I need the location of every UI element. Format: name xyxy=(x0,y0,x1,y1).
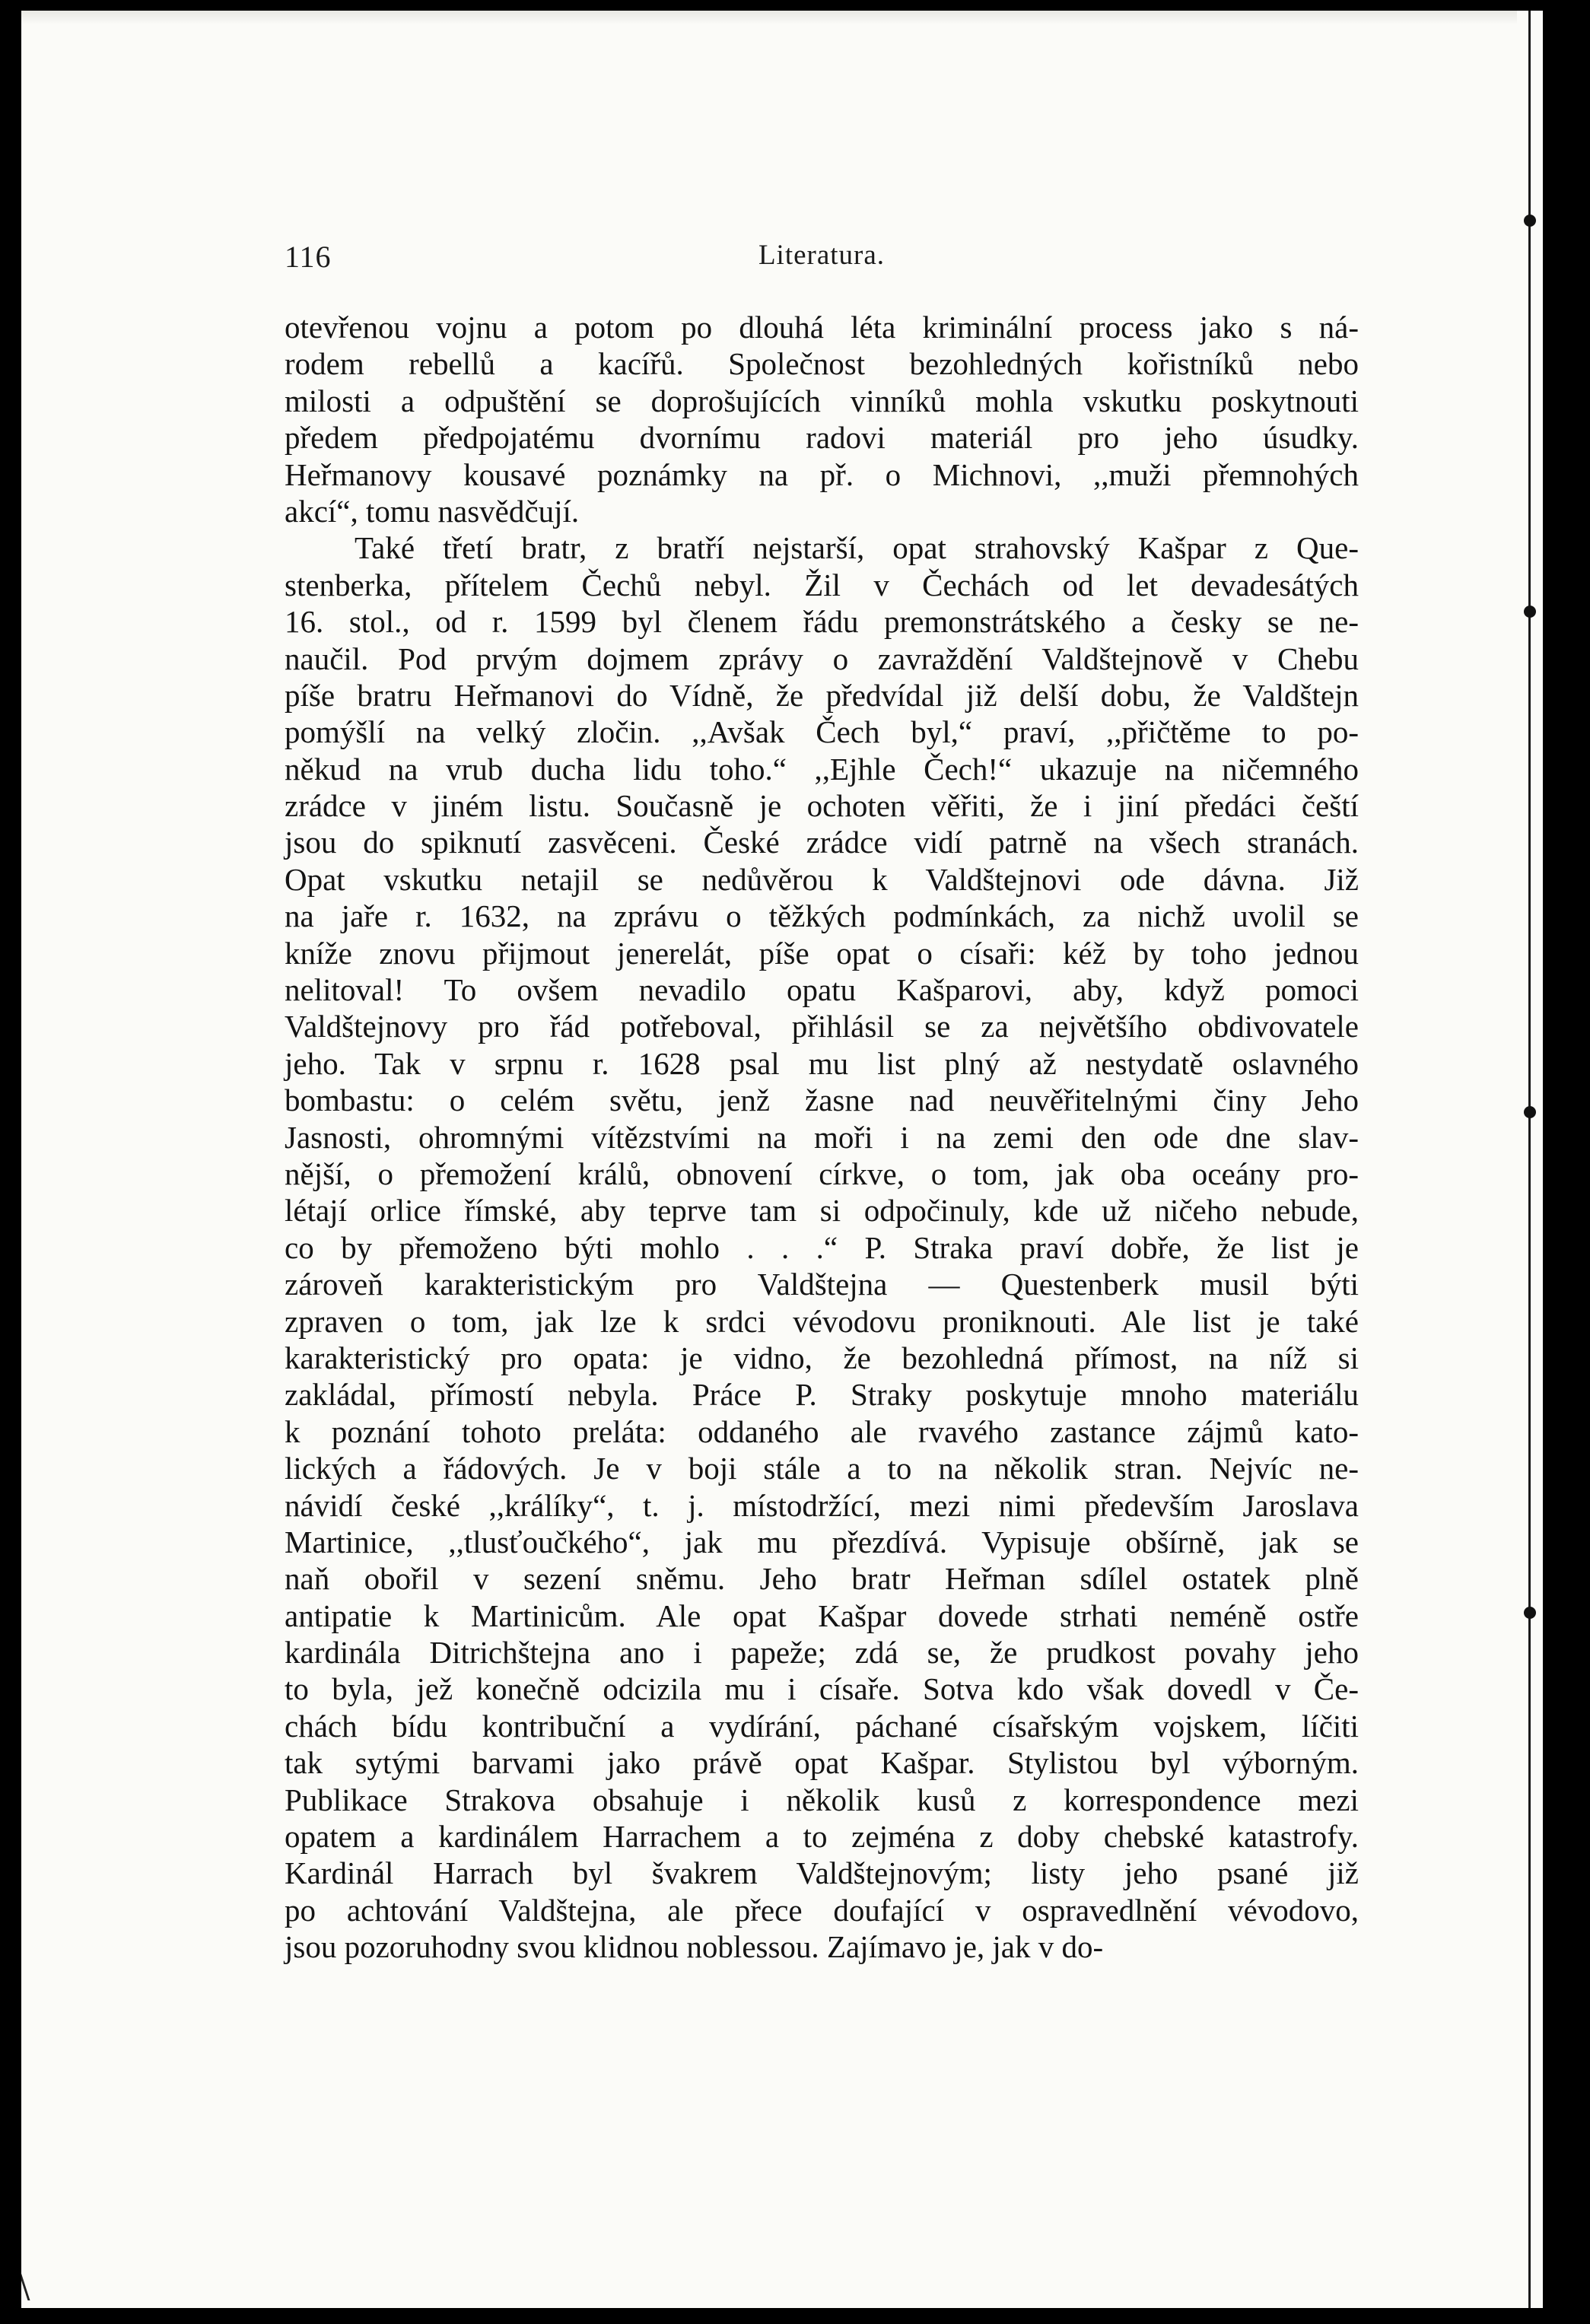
text-line: co by přemoženo býti mohlo . . .“ P. Straka praví dobře, že list je xyxy=(285,1229,1359,1265)
text-line: tak sytými barvami jako právě opat Kašpar. Stylistou byl výborným. xyxy=(285,1745,1359,1781)
page-number: 116 xyxy=(285,240,332,274)
text-line: létají orlice římské, aby teprve tam si odpočinuly, kde už ničeho nebude, xyxy=(285,1193,1359,1229)
text-line: to byla, jež konečně odcizila mu i císaře. Sotva kdo však dovedl v Če- xyxy=(285,1671,1359,1707)
text-line: karakteristický pro opata: je vidno, že bezohledná přímost, na níž si xyxy=(285,1340,1359,1375)
text-line: nelitoval! To ovšem nevadilo opatu Kašparovi, aby, když pomoci xyxy=(285,972,1359,1008)
text-line: jeho. Tak v srpnu r. 1628 psal mu list plný až nestydatě oslavného xyxy=(285,1045,1359,1081)
edge-mark-icon xyxy=(1524,1106,1536,1118)
text-line: Martinice, ,,tlusťoučkého“, jak mu přezdívá. Vypisuje obšírně, jak se xyxy=(285,1524,1359,1559)
text-line: akcí“, tomu nasvědčují. xyxy=(285,493,580,529)
text-line: předem předpojatému dvornímu radovi materiál pro jeho úsudky. xyxy=(285,420,1359,456)
text-line: kníže znovu přijmout jenerelát, píše opat o císaři: kéž by toho jednou xyxy=(285,935,1359,971)
text-line: lických a řádových. Je v boji stále a to na několik stran. Nejvíc ne- xyxy=(285,1451,1359,1486)
text-line: kardinála Ditrichštejna ano i papeže; zdá se, že prudkost povahy jeho xyxy=(285,1635,1359,1671)
text-line: naň obořil v sezení sněmu. Jeho bratr Heřman sdílel ostatek plně xyxy=(285,1561,1359,1597)
text-line: zakládal, přímostí nebyla. Práce P. Straky poskytuje mnoho materiálu xyxy=(285,1377,1359,1413)
text-line: návidí české ,,králíky“, t. j. místodržící, mezi nimi především Jaroslava xyxy=(285,1487,1359,1523)
text-line: píše bratru Heřmanovi do Vídně, že předvídal již delší dobu, že Valdštejn xyxy=(285,677,1359,713)
corner-mark-icon xyxy=(21,2270,49,2300)
text-line: Publikace Strakova obsahuje i několik kusů z korrespondence mezi xyxy=(285,1782,1359,1817)
text-line: Také třetí bratr, z bratří nejstarší, opat strahovský Kašpar z Que- xyxy=(355,530,1359,566)
text-line: po achtování Valdštejna, ale přece doufající v ospravedlnění vévodovo, xyxy=(285,1892,1359,1928)
text-line: stenberka, přítelem Čechů nebyl. Žil v Čechách od let devadesátých xyxy=(285,567,1359,602)
edge-mark-icon xyxy=(1524,1607,1536,1619)
text-line: nější, o přemožení králů, obnovení církve, o tom, jak oba oceány pro- xyxy=(285,1156,1359,1191)
section-title: Literatura. xyxy=(758,240,886,271)
edge-mark-icon xyxy=(1524,215,1536,227)
text-line: někud na vrub ducha lidu toho.“ ,,Ejhle Čech!“ ukazuje na ničemného xyxy=(285,751,1359,787)
text-line: opatem a kardinálem Harrachem a to zejména z doby chebské katastrofy. xyxy=(285,1819,1359,1855)
text-line: jsou do spiknutí zasvěceni. České zrádce vidí patrně na všech stranách. xyxy=(285,825,1359,860)
text-line: bombastu: o celém světu, jenž žasne nad neuvěřitelnými činy Jeho xyxy=(285,1083,1359,1118)
text-line: Jasnosti, ohromnými vítězstvími na moři i na zemi den ode dne slav- xyxy=(285,1119,1359,1155)
text-line: antipatie k Martinicům. Ale opat Kašpar dovede strhati neméně ostře xyxy=(285,1598,1359,1633)
scanned-page xyxy=(21,11,1543,2308)
text-line: Opat vskutku netajil se nedůvěrou k Valdštejnovi ode dávna. Již xyxy=(285,861,1359,897)
text-line: k poznání tohoto preláta: oddaného ale rvavého zastance zájmů kato- xyxy=(285,1413,1359,1449)
text-line: milosti a odpuštění se doprošujících vinníků mohla vskutku poskytnouti xyxy=(285,383,1359,418)
edge-mark-icon xyxy=(1524,606,1536,618)
text-line: pomýšlí na velký zločin. ,,Avšak Čech byl,“ praví, ,,přičtěme to po- xyxy=(285,714,1359,750)
text-line: Heřmanovy kousavé poznámky na př. o Michnovi, ,,muži přemnohých xyxy=(285,456,1359,492)
text-line: rodem rebellů a kacířů. Společnost bezohledných kořistníků nebo xyxy=(285,346,1359,382)
binding-edge-line xyxy=(1528,11,1531,2308)
text-line: naučil. Pod prvým dojmem zprávy o zavraždění Valdštejnově v Chebu xyxy=(285,641,1359,676)
text-line: jsou pozoruhodny svou klidnou noblessou. Zajímavo je, jak v do- xyxy=(285,1929,1104,1965)
running-head xyxy=(285,239,1359,274)
text-line: otevřenou vojnu a potom po dlouhá léta kriminální process jako s ná- xyxy=(285,310,1359,345)
text-line: zároveň karakteristickým pro Valdštejna — Questenberk musil býti xyxy=(285,1267,1359,1302)
text-line: chách bídu kontribuční a vydírání, páchané císařským vojskem, líčiti xyxy=(285,1708,1359,1744)
text-line: 16. stol., od r. 1599 byl členem řádu premonstrátského a česky se ne- xyxy=(285,604,1359,640)
body-text xyxy=(285,309,1359,1966)
text-line: zrádce v jiném listu. Současně je ochoten věřiti, že i jiní předáci čeští xyxy=(285,788,1359,824)
text-line: na jaře r. 1632, na zprávu o těžkých podmínkách, za nichž uvolil se xyxy=(285,898,1359,934)
text-line: zpraven o tom, jak lze k srdci vévodovu proniknouti. Ale list je také xyxy=(285,1303,1359,1339)
text-line: Kardinál Harrach byl švakrem Valdštejnovým; listy jeho psané již xyxy=(285,1855,1359,1891)
scan-shadow xyxy=(21,11,1543,24)
text-line: Valdštejnovy pro řád potřeboval, přihlásil se za největšího obdivovatele xyxy=(285,1009,1359,1044)
